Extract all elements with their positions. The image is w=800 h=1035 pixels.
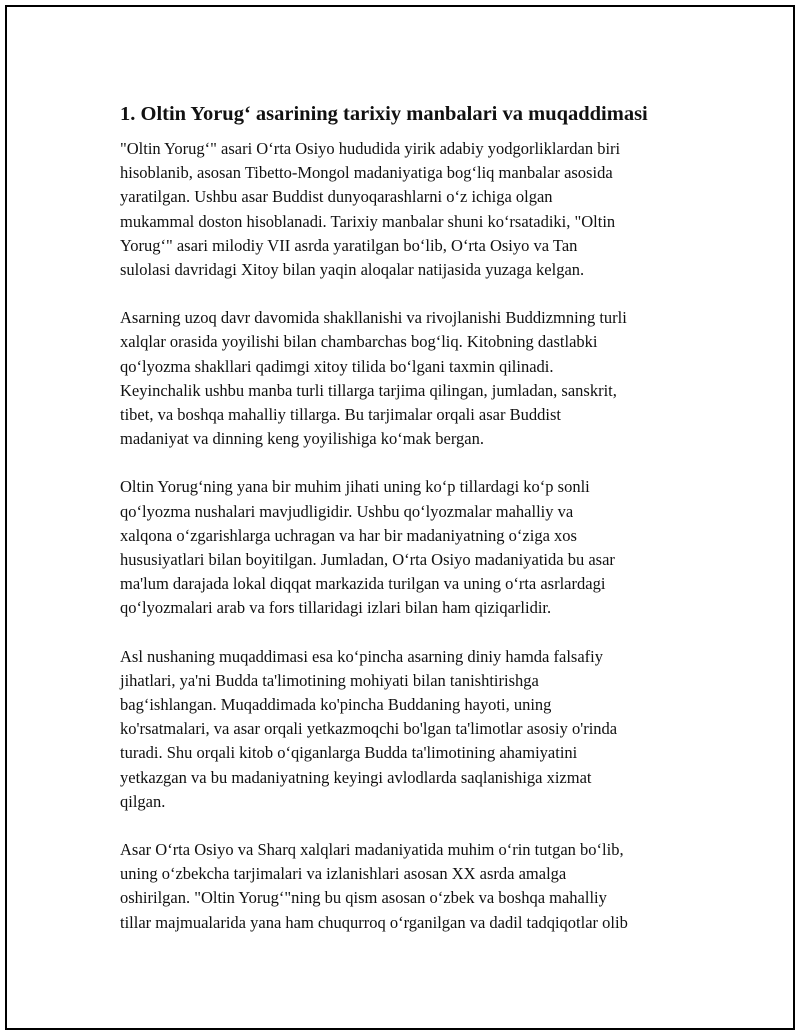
text-line: qo‘lyozma shakllari qadimgi xitoy tilida bo‘lgani taxmin qilinadi. xyxy=(120,356,554,376)
paragraph-3 xyxy=(120,475,700,620)
text-line: tibet, va boshqa mahalliy tillarga. Bu tarjimalar orqali asar Buddist xyxy=(120,405,561,425)
text-line: yaratilgan. Ushbu asar Buddist dunyoqarashlarni o‘z ichiga olgan xyxy=(120,187,553,207)
text-line: tillar majmualarida yana ham chuqurroq o‘rganilgan va dadil tadqiqotlar olib xyxy=(120,912,628,932)
paragraph-4 xyxy=(120,645,700,814)
paragraph-5 xyxy=(120,838,700,935)
text-line: Asar O‘rta Osiyo va Sharq xalqlari madaniyatida muhim o‘rin tutgan bo‘lib, xyxy=(120,840,624,860)
text-line: uning o‘zbekcha tarjimalari va izlanishlari asosan XX asrda amalga xyxy=(120,864,567,884)
text-line: mukammal doston hisoblanadi. Tarixiy manbalar shuni ko‘rsatadiki, "Oltin xyxy=(120,211,616,231)
text-line: qilgan. xyxy=(120,791,166,811)
text-line: Yorug‘" asari milodiy VII asrda yaratilgan bo‘lib, O‘rta Osiyo va Tan xyxy=(120,235,578,255)
paragraph-2 xyxy=(120,306,700,451)
text-line: Keyinchalik ushbu manba turli tillarga tarjima qilingan, jumladan, sanskrit, xyxy=(120,380,617,400)
text-line: Oltin Yorug‘ning yana bir muhim jihati uning ko‘p tillardagi ko‘p sonli xyxy=(120,477,590,497)
text-line: bag‘ishlangan. Muqaddimada ko'pincha Buddaning hayoti, uning xyxy=(120,695,552,715)
text-line: oshirilgan. "Oltin Yorug‘"ning bu qism asosan o‘zbek va boshqa mahalliy xyxy=(120,888,607,908)
text-line: madaniyat va dinning keng yoyilishiga ko‘mak bergan. xyxy=(120,429,484,449)
text-line: turadi. Shu orqali kitob o‘qiganlarga Budda ta'limotining ahamiyatini xyxy=(120,743,578,763)
paragraph-1 xyxy=(120,137,700,282)
text-line: yetkazgan va bu madaniyatning keyingi avlodlarda saqlanishiga xizmat xyxy=(120,767,592,787)
page-frame xyxy=(5,5,795,1030)
text-line: qo‘lyozmalari arab va fors tillaridagi izlari bilan ham qiziqarlidir. xyxy=(120,598,552,618)
text-line: jihatlari, ya'ni Budda ta'limotining mohiyati bilan tanishtirishga xyxy=(120,670,539,690)
text-line: "Oltin Yorug‘" asari O‘rta Osiyo hududida yirik adabiy yodgorliklardan biri xyxy=(120,139,621,158)
text-line: Asl nushaning muqaddimasi esa ko‘pincha asarning diniy hamda falsafiy xyxy=(120,646,603,666)
text-line: ko'rsatmalari, va asar orqali yetkazmoqchi bo'lgan ta'limotlar asosiy o'rinda xyxy=(120,719,618,739)
text-line: xalqona o‘zgarishlarga uchragan va har bir madaniyatning o‘ziga xos xyxy=(120,525,577,545)
text-line: ma'lum darajada lokal diqqat markazida turilgan va uning o‘rta asrlardagi xyxy=(120,574,606,594)
text-line: qo‘lyozma nushalari mavjudligidir. Ushbu qo‘lyozmalar mahalliy va xyxy=(120,501,574,521)
text-line: xalqlar orasida yoyilishi bilan chambarchas bog‘liq. Kitobning dastlabki xyxy=(120,332,598,352)
section-heading: 1. Oltin Yorug‘ asarining tarixiy manbalari va muqaddimasi xyxy=(120,103,648,125)
text-line: Asarning uzoq davr davomida shakllanishi va rivojlanishi Buddizmning turli xyxy=(120,308,627,328)
text-line: sulolasi davridagi Xitoy bilan yaqin aloqalar natijasida yuzaga kelgan. xyxy=(120,260,585,280)
text-line: hususiyatlari bilan boyitilgan. Jumladan, O‘rta Osiyo madaniyatida bu asar xyxy=(120,550,615,570)
text-line: hisoblanib, asosan Tibetto-Mongol madaniyatiga bog‘liq manbalar asosida xyxy=(120,163,613,183)
document-body xyxy=(120,99,700,935)
